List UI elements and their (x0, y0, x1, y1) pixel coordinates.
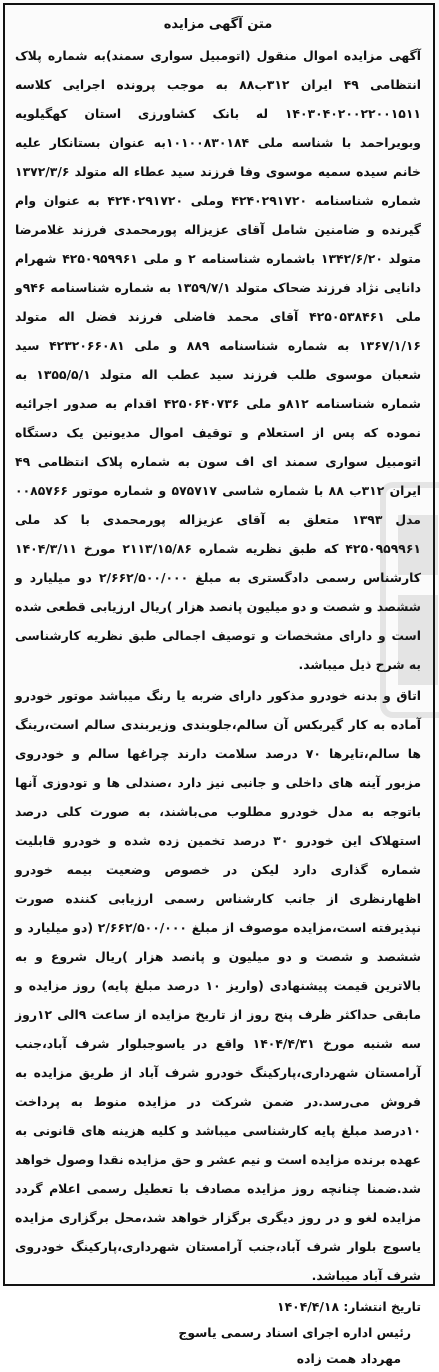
notice-paragraph: آگهی مزایده اموال منقول (اتومبیل سواری سمند)به شماره پلاک انتظامی ۴۹ ایران ۳۱۲ب۸۸ به موجب پرونده اجرایی کلاسه ۱۴۰۳۰۴۰۲۰۰۲۲۰۰۱۵۱۱ له بانک کشاورزی استان کهگیلویه وبویراحمد با شناسه ملی ۱۰۱۰۰۸۳۰۱۸۴به عنوان بستانکار علیه خانم سیده سمیه موسوی وفا فرزند سید عطاء اله متولد ۱۳۷۲/۳/۶ شماره شناسنامه ۴۲۴۰۲۹۱۷۲۰ وملی ۴۲۴۰۲۹۱۷۲۰ به عنوان وام گیرنده و ضامنین شامل آقای عزیزاله پورمحمدی فرزند غلامرضا متولد ۱۳۴۲/۶/۲۰ باشماره شناسنامه ۲ و ملی ۴۲۵۰۹۵۹۹۶۱ شهرام دانایی نژاد فرزند ضحاک متولد ۱۳۵۹/۷/۱ به شماره شناسنامه ۹۴۶و ملی ۴۲۵۰۵۳۸۴۶۱ آقای محمد فاضلی فرزند فضل اله متولد ۱۳۶۷/۱/۱۶ به شماره شناسنامه ۸۸۹ و ملی ۴۲۳۲۰۶۶۰۸۱ سید شعبان موسوی طلب فرزند سید عطب اله متولد ۱۳۵۵/۵/۱ به شماره شناسنامه ۸۱۲و ملی ۴۲۵۰۶۴۰۷۳۶ اقدام به صدور اجرائیه نموده که پس از استعلام و توقیف اموال مدیونین یک دستگاه اتومبیل سواری سمند ای اف سون به شماره پلاک انتظامی ۴۹ ایران ۳۱۲ب ۸۸ با شماره شاسی ۵۷۵۷۱۷ و شماره موتور ۰۰۸۵۷۶۶ مدل ۱۳۹۳ متعلق به آقای عزیزاله پورمحمدی با کد ملی ۴۲۵۰۹۵۹۹۶۱ که طبق نظریه شماره ۲۱۱۳/۱۵/۸۶ مورخ ۱۴۰۴/۳/۱۱ کارشناس رسمی دادگستری به مبلغ ۲/۶۶۲/۵۰۰/۰۰۰ دو میلیارد و ششصد و شصت و دو میلیون پانصد هزار )ریال ارزیابی قطعی شده است و دارای مشخصات و توصیف اجمالی طبق نظریه کارشناسی به شرح ذیل میباشد. (15, 48, 422, 672)
notice-title: متن آگهی مزایده (163, 17, 273, 32)
notice-footer (15, 1294, 421, 1372)
signature-title: رئیس اداره اجرای اسناد رسمی یاسوج (178, 1325, 411, 1340)
publish-date: تاریخ انتشار: ۱۴۰۴/۴/۱۸ (277, 1299, 421, 1314)
auction-notice (3, 3, 435, 1366)
notice-paragraph: اتاق و بدنه خودرو مذکور دارای ضربه یا رنگ میباشد موتور خودرو آماده به کار گیربکس آن سالم،جلوبندی وزیربندی سالم است،رینگ ها سالم،تایرها ۷۰ درصد سلامت دارند چراغها سالم و خودروی مزبور آینه های داخلی و جانبی نیز دارد ،صندلی ها و تودوزی آنها باتوجه به مدل خودرو مطلوب می‌باشند، به صورت کلی درصد استهلاک این خودرو ۳۰ درصد تخمین زده شده و خودرو قابلیت شماره گذاری دارد لیکن در خصوص وضعیت بیمه خودرو اظهارنظری از جانب کارشناس رسمی ارزیابی کننده صورت نپذیرفته است،مزایده موصوف از مبلغ ۲/۶۶۲/۵۰۰/۰۰۰ (دو میلیارد و ششصد و شصت و دو میلیون و پانصد هزار )ریال شروع و به بالاترین قیمت پیشنهادی (واریز ۱۰ درصد مبلغ پایه) روز مزایده و مابقی حداکثر ظرف پنج روز از تاریخ مزایده از ساعت ۹الی ۱۲روز سه شنبه مورخ ۱۴۰۴/۴/۳۱ واقع در یاسوجبلوار شرف آباد،جنب آرامستان شهرداری،پارکینگ خودرو شرف آباد از طریق مزایده به فروش می‌رسد.در ضمن شرکت در مزایده منوط به پرداخت ۱۰درصد مبلغ پایه کارشناسی میباشد و کلیه هزینه های قانونی به عهده برنده مزایده است و نیم عشر و حق مزایده نقدا وصول خواهد شد.ضمنا چنانچه روز مزایده مصادف با تعطیل رسمی اعلام گردد مزایده لغو و در روز دیگری برگزار خواهد شد،محل برگزاری مزایده یاسوج بلوار شرف آباد،جنب آرامستان شهرداری،پارکینگ خودروی شرف آباد میباشد. (15, 688, 422, 1283)
signature-name: مهرداد همت زاده (296, 1351, 401, 1366)
